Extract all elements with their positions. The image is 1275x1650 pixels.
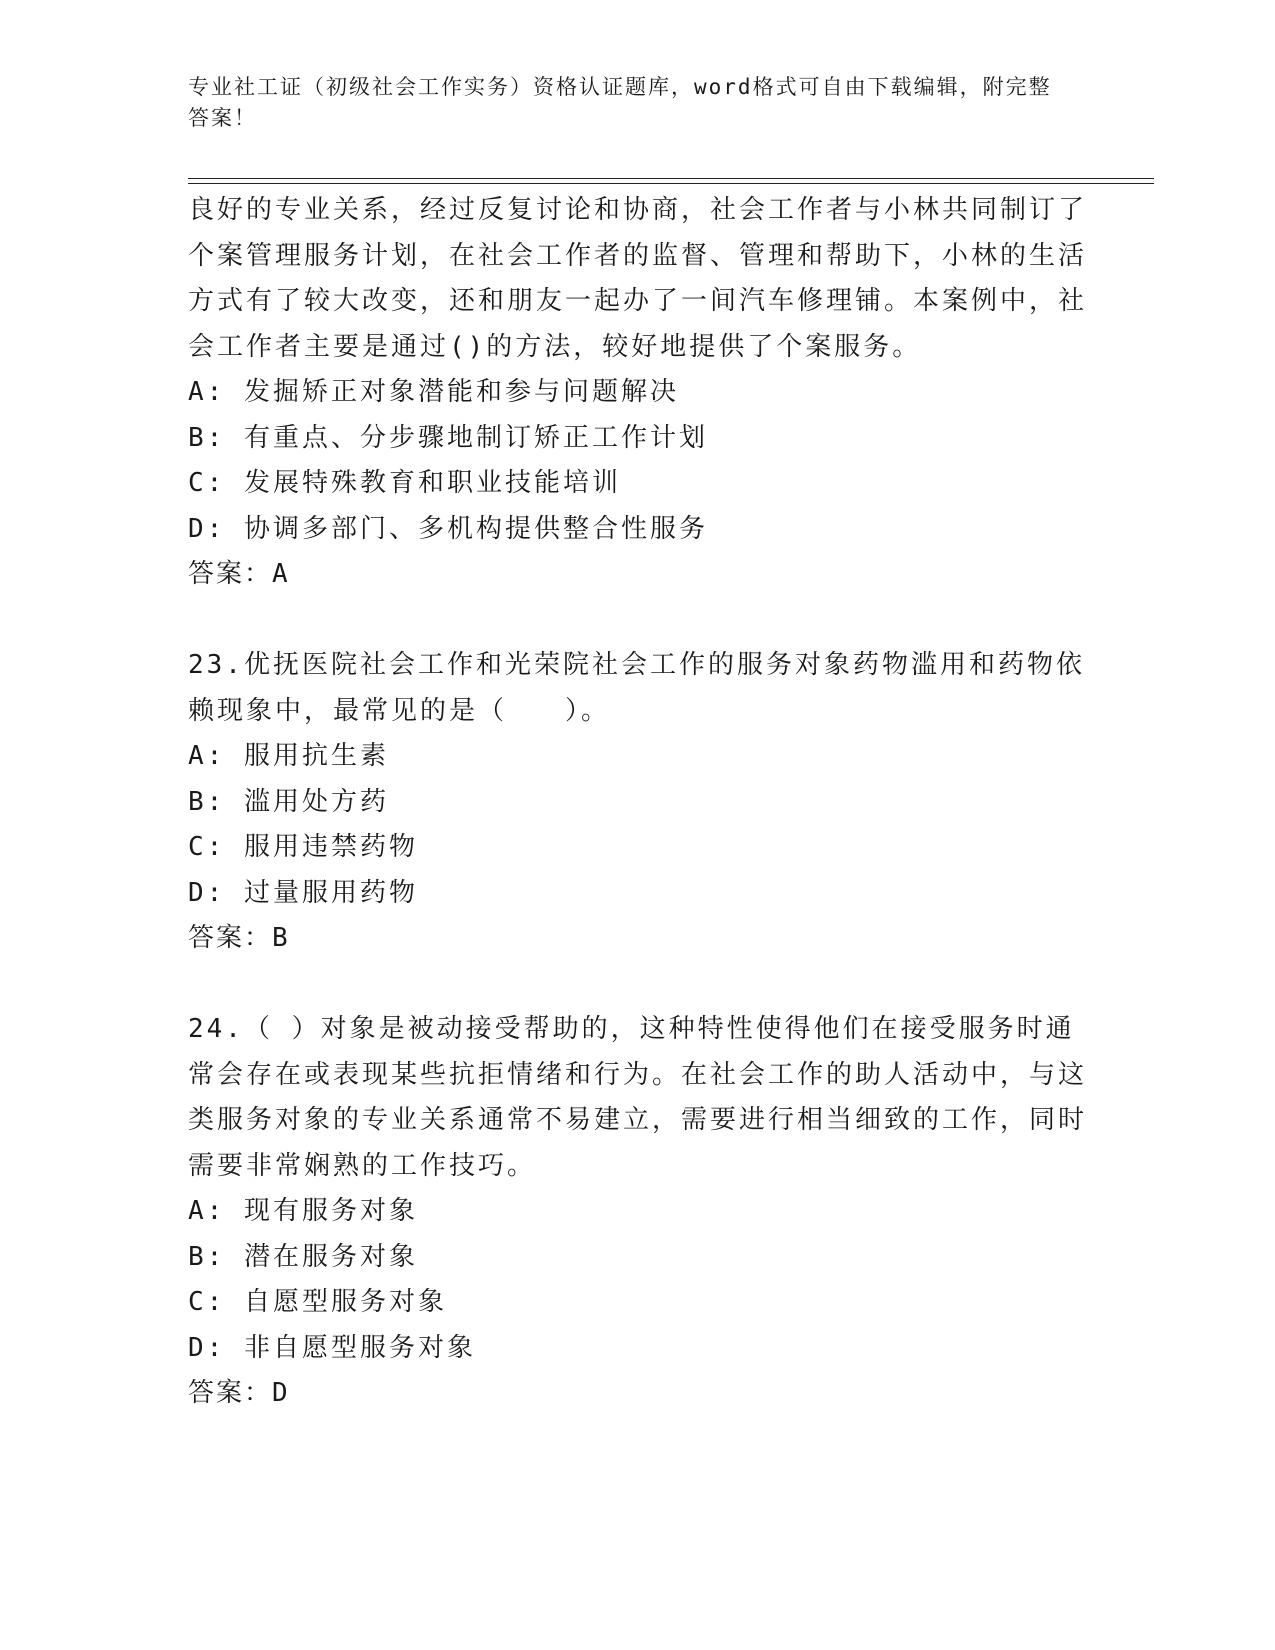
option-c: C: 自愿型服务对象 (188, 1287, 447, 1317)
option-a: A: 发掘矫正对象潜能和参与问题解决 (188, 377, 679, 407)
option-d: D: 过量服用药物 (188, 877, 418, 908)
option-b: B: 滥用处方药 (188, 786, 389, 817)
header-divider-top (188, 178, 1154, 179)
option-b: B: 有重点、分步骤地制订矫正工作计划 (188, 422, 708, 453)
option-a: A: 服用抗生素 (188, 741, 389, 771)
option-b: B: 潜在服务对象 (188, 1241, 418, 1272)
answer-line: 答案：B (188, 923, 290, 953)
question-text: 24.（ ）对象是被动接受帮助的，这种特性使得他们在接受服务时通常会存在或表现某些抗拒情绪和行为。在社会工作的助人活动中，与这类服务对象的专业关系通常不易建立，需要进行相当细致的工作，同时需要非常娴熟的工作技巧。 (188, 1014, 1088, 1181)
option-a: A: 现有服务对象 (188, 1196, 418, 1226)
question-block-24 (188, 1007, 1088, 1417)
option-d: D: 非自愿型服务对象 (188, 1332, 476, 1363)
answer-line: 答案：D (188, 1378, 290, 1408)
answer-line: 答案：A (188, 559, 290, 589)
page-content (188, 188, 1088, 1417)
header-divider-bottom (188, 183, 1154, 184)
option-d: D: 协调多部门、多机构提供整合性服务 (188, 513, 708, 544)
option-c: C: 发展特殊教育和职业技能培训 (188, 468, 621, 498)
question-block-continued (188, 188, 1088, 598)
question-text: 23.优抚医院社会工作和光荣院社会工作的服务对象药物滥用和药物依赖现象中，最常见的是（ ）。 (188, 650, 1085, 726)
question-block-23 (188, 643, 1088, 962)
spacer (188, 598, 1088, 644)
question-text: 良好的专业关系，经过反复讨论和协商，社会工作者与小林共同制订了个案管理服务计划，在社会工作者的监督、管理和帮助下，小林的生活方式有了较大改变，还和朋友一起办了一间汽车修理铺。本案例中，社会工作者主要是通过()的方法，较好地提供了个案服务。 (188, 195, 1088, 362)
page-header: 专业社工证（初级社会工作实务）资格认证题库，word格式可自由下载编辑，附完整答案！ (188, 75, 1052, 130)
option-c: C: 服用违禁药物 (188, 832, 418, 862)
spacer (188, 962, 1088, 1008)
